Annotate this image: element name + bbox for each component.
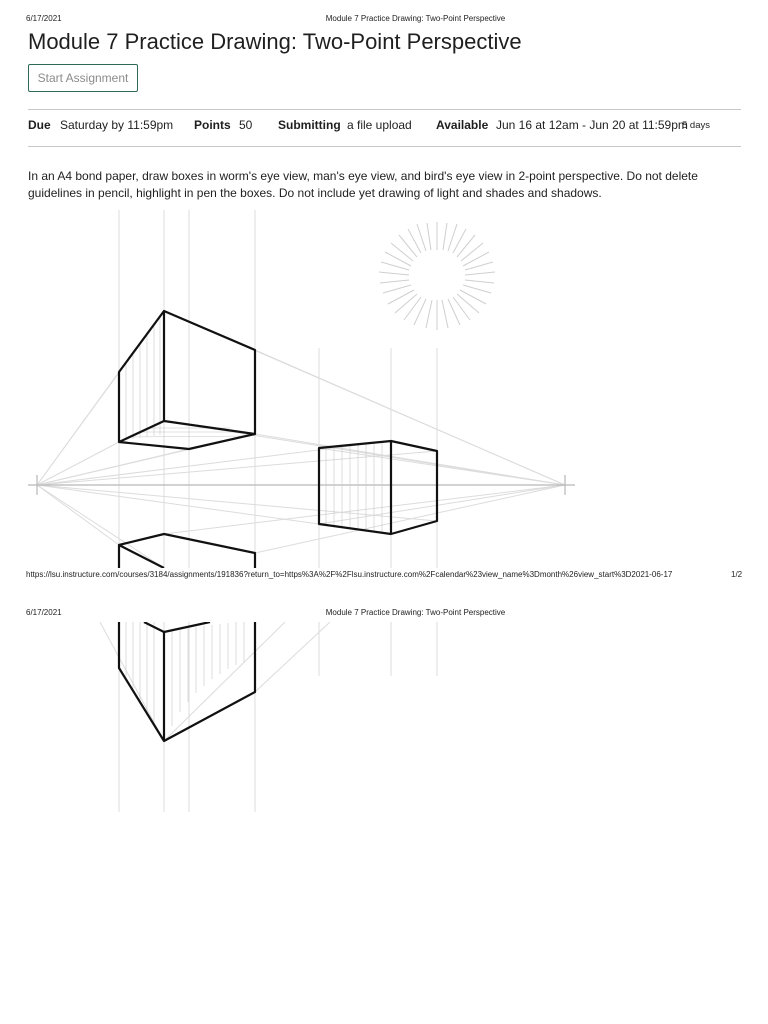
points-value: 50 bbox=[239, 118, 253, 132]
print-title-page-2: Module 7 Practice Drawing: Two-Point Perspective bbox=[325, 608, 506, 617]
available-label: Available bbox=[436, 118, 489, 132]
print-header bbox=[0, 14, 768, 28]
print-footer bbox=[0, 570, 768, 582]
due-label: Due bbox=[28, 118, 51, 132]
print-header-page-2 bbox=[0, 608, 768, 622]
due-value: Saturday by 11:59pm bbox=[60, 118, 174, 132]
points-label: Points bbox=[194, 118, 231, 132]
page-number: 1/2 bbox=[731, 570, 743, 579]
page-title: Module 7 Practice Drawing: Two-Point Perspective bbox=[28, 29, 522, 54]
print-title: Module 7 Practice Drawing: Two-Point Perspective bbox=[325, 14, 506, 23]
submitting-label: Submitting bbox=[278, 118, 341, 132]
divider-top bbox=[28, 109, 741, 110]
divider-bottom bbox=[28, 146, 741, 147]
submitting-value: a file upload bbox=[347, 118, 412, 132]
print-date-page-2: 6/17/2021 bbox=[26, 608, 62, 617]
available-duration: 5 days bbox=[682, 120, 710, 131]
available-value: Jun 16 at 12am - Jun 20 at 11:59pm bbox=[496, 118, 688, 132]
start-assignment-button[interactable]: Start Assignment bbox=[28, 64, 138, 92]
print-url: https://lsu.instructure.com/courses/3184/assignments/191836?return_to=https%3A%2F%2Flsu.instructure.com%2Fcalendar%23view_name%3Dmonth%26view_start%3D2021-06-17 bbox=[26, 570, 673, 579]
sun-icon bbox=[379, 222, 495, 330]
perspective-drawing-image-continued bbox=[0, 622, 600, 822]
assignment-description: In an A4 bond paper, draw boxes in worm's eye view, man's eye view, and bird's eye view in 2-point perspective. Do not delete guidelines in pencil, highlight in pen the boxes. Do not include yet drawing of light and shades and shadows. bbox=[28, 169, 698, 200]
print-date: 6/17/2021 bbox=[26, 14, 62, 23]
perspective-drawing-image bbox=[0, 200, 600, 568]
